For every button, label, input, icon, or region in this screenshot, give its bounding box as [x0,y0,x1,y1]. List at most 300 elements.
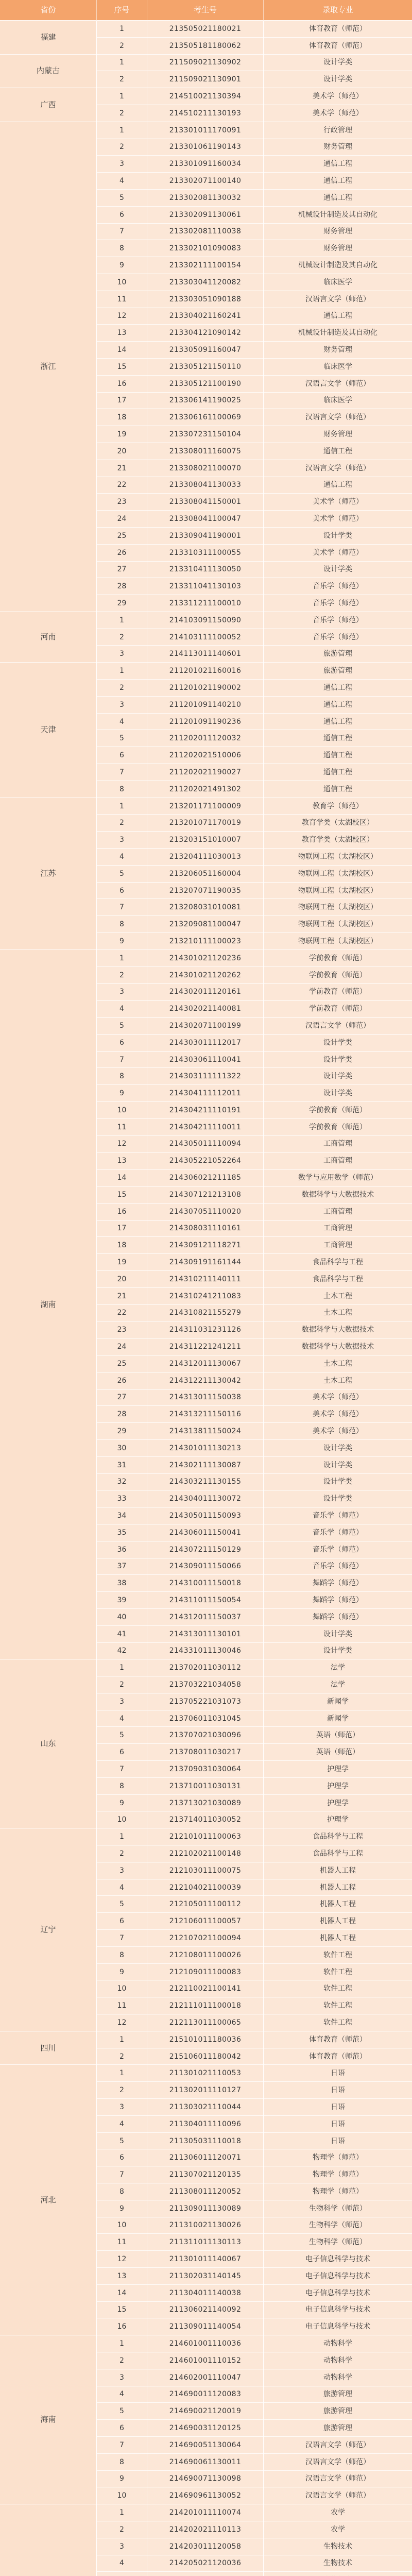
serial-number: 5 [97,730,147,747]
province-cell: 河北 [0,2065,97,2335]
admitted-major: 设计学类 [264,528,412,545]
admitted-major: 音乐学（师范） [264,612,412,629]
candidate-number: 214307211150129 [147,1541,264,1558]
admitted-major: 通信工程 [264,764,412,781]
candidate-number: 213702011030112 [147,1659,264,1676]
admitted-major: 物理学（师范） [264,2166,412,2183]
serial-number: 3 [97,984,147,1001]
admitted-major: 音乐学（师范） [264,629,412,646]
candidate-number: 214304111112011 [147,1085,264,1102]
admitted-major: 汉语言文学（师范） [264,2487,412,2504]
province-cell: 辽宁 [0,1828,97,2031]
serial-number: 1 [97,2065,147,2082]
serial-number: 3 [97,832,147,849]
candidate-number: 214331011130046 [147,1643,264,1660]
serial-number: 9 [97,2200,147,2217]
serial-number: 16 [97,1204,147,1221]
serial-number: 28 [97,578,147,595]
candidate-number: 214302071100199 [147,1018,264,1035]
candidate-number: 212109011100083 [147,1964,264,1981]
serial-number: 3 [97,2099,147,2116]
serial-number: 6 [97,207,147,224]
admitted-major [264,2572,412,2576]
serial-number: 15 [97,359,147,376]
serial-number: 19 [97,426,147,443]
admitted-major: 动物科学 [264,2369,412,2386]
serial-number: 9 [97,1085,147,1102]
serial-number: 7 [97,1930,147,1947]
admitted-major: 日语 [264,2133,412,2150]
candidate-number: 213302081130032 [147,190,264,207]
candidate-number: 214690071130098 [147,2471,264,2488]
serial-number: 25 [97,1355,147,1372]
candidate-number: 213709031030064 [147,1761,264,1778]
admitted-major: 学前教育（师范） [264,1102,412,1119]
candidate-number [147,2572,264,2576]
admitted-major: 通信工程 [264,443,412,460]
candidate-number: 213201171100009 [147,798,264,815]
candidate-number: 212110021100141 [147,1980,264,1997]
admitted-major: 生物科学（师范） [264,2234,412,2251]
admitted-major: 生物技术 [264,2555,412,2572]
candidate-number: 214307121213108 [147,1187,264,1204]
candidate-number: 213505021180021 [147,21,264,38]
admitted-major: 英语（师范） [264,1727,412,1744]
admitted-major: 通信工程 [264,781,412,798]
serial-number: 2 [97,1676,147,1693]
candidate-number: 213310311100055 [147,545,264,562]
admitted-major: 日语 [264,2099,412,2116]
serial-number: 1 [97,2504,147,2521]
admitted-major: 法学 [264,1676,412,1693]
serial-number: 18 [97,409,147,426]
admitted-major: 旅游管理 [264,646,412,663]
serial-number: 20 [97,443,147,460]
admitted-major: 体育教育（师范） [264,38,412,55]
admitted-major: 机器人工程 [264,1879,412,1896]
candidate-number: 211509021130901 [147,71,264,88]
admitted-major: 电子信息科学与技术 [264,2251,412,2268]
header-major: 录取专业 [264,0,412,21]
candidate-number: 213301091160034 [147,156,264,173]
admitted-major: 物联网工程（太湖校区） [264,933,412,950]
admitted-major: 工商管理 [264,1153,412,1170]
candidate-number: 213713021030089 [147,1795,264,1812]
candidate-number: 214304211110011 [147,1119,264,1136]
admitted-major: 行政管理 [264,122,412,139]
serial-number: 9 [97,933,147,950]
admitted-major: 音乐学（师范） [264,1541,412,1558]
serial-number: 9 [97,1795,147,1812]
admitted-major: 日语 [264,2065,412,2082]
admitted-major: 教育学（师范） [264,798,412,815]
admitted-major: 土木工程 [264,1288,412,1305]
candidate-number: 214302021140081 [147,1001,264,1018]
admitted-major: 设计学类 [264,1440,412,1457]
header-candidate-id: 考生号 [147,0,264,21]
serial-number: 1 [97,55,147,72]
admitted-major: 音乐学（师范） [264,1507,412,1524]
candidate-number: 214690051130064 [147,2437,264,2454]
serial-number: 2 [97,71,147,88]
admitted-major: 美术学（师范） [264,511,412,528]
candidate-number: 213308011160075 [147,443,264,460]
admitted-major: 物联网工程（太湖校区） [264,849,412,866]
serial-number: 29 [97,595,147,612]
candidate-number: 213310411130050 [147,562,264,579]
admitted-major: 舞蹈学（师范） [264,1609,412,1626]
serial-number: 4 [97,1879,147,1896]
serial-number: 1 [97,21,147,38]
admitted-major: 美术学（师范） [264,1423,412,1440]
serial-number: 2 [97,629,147,646]
serial-number: 11 [97,1997,147,2014]
serial-number: 39 [97,1592,147,1609]
serial-number: 5 [97,2133,147,2150]
admitted-major: 音乐学（师范） [264,1524,412,1541]
candidate-number: 214304211110191 [147,1102,264,1119]
province-group [0,88,412,122]
serial-number: 32 [97,1474,147,1491]
candidate-number: 214510211130193 [147,105,264,122]
candidate-number: 214690021120019 [147,2403,264,2420]
candidate-number: 213301061190143 [147,139,264,156]
admitted-major: 体育教育（师范） [264,21,412,38]
candidate-number: 211311011130113 [147,2234,264,2251]
candidate-number: 211310021130026 [147,2217,264,2234]
candidate-number: 213708011030217 [147,1744,264,1761]
serial-number: 23 [97,1321,147,1338]
admitted-major: 临床医学 [264,274,412,291]
serial-number: 10 [97,274,147,291]
candidate-number: 211202021190027 [147,764,264,781]
admitted-major: 机器人工程 [264,1862,412,1879]
province-group [0,2065,412,2335]
serial-number: 2 [97,680,147,697]
admitted-major: 机械设计制造及其自动化 [264,325,412,342]
admitted-major: 物联网工程（太湖校区） [264,916,412,933]
candidate-number: 213706011031045 [147,1710,264,1727]
serial-number: 6 [97,1035,147,1052]
admitted-major: 体育教育（师范） [264,2048,412,2065]
serial-number: 30 [97,1440,147,1457]
candidate-number: 213301011170091 [147,122,264,139]
candidate-number: 214303011112017 [147,1035,264,1052]
admitted-major: 机械设计制造及其自动化 [264,207,412,224]
admitted-major: 财务管理 [264,426,412,443]
serial-number: 4 [97,2555,147,2572]
candidate-number: 211301011140067 [147,2251,264,2268]
candidate-number: 214205021120036 [147,2555,264,2572]
candidate-number: 214311221241211 [147,1338,264,1355]
serial-number: 2 [97,2521,147,2538]
serial-number: 22 [97,477,147,494]
admitted-major: 设计学类 [264,1643,412,1660]
serial-number: 31 [97,1457,147,1474]
province-cell: 广西 [0,88,97,122]
serial-number: 2 [97,139,147,156]
serial-number: 23 [97,494,147,511]
candidate-number: 214305011150093 [147,1507,264,1524]
candidate-number: 211509021130902 [147,55,264,72]
serial-number: 10 [97,1980,147,1997]
admitted-major: 设计学类 [264,1626,412,1643]
candidate-number: 212111011100018 [147,1997,264,2014]
serial-number: 2 [97,2048,147,2065]
candidate-number: 214113011140601 [147,646,264,663]
admitted-major: 音乐学（师范） [264,595,412,612]
admitted-major: 新闻学 [264,1693,412,1710]
serial-number: 2 [97,2352,147,2369]
serial-number: 3 [97,2538,147,2555]
candidate-number: 214305221052264 [147,1153,264,1170]
province-cell: 福建 [0,21,97,55]
serial-number: 16 [97,2318,147,2335]
candidate-number: 214690061130011 [147,2454,264,2471]
serial-number: 4 [97,849,147,866]
serial-number: 14 [97,1170,147,1187]
admitted-major: 电子信息科学与技术 [264,2318,412,2335]
candidate-number: 214305011110094 [147,1136,264,1153]
serial-number: 15 [97,1187,147,1204]
admitted-major: 机器人工程 [264,1930,412,1947]
admitted-major: 物联网工程（太湖校区） [264,866,412,883]
candidate-number: 214313811150024 [147,1423,264,1440]
serial-number: 12 [97,1136,147,1153]
serial-number: 3 [97,646,147,663]
candidate-number: 213302101090083 [147,240,264,257]
candidate-number: 211307021120135 [147,2166,264,2183]
candidate-number: 213311211100010 [147,595,264,612]
candidate-number: 215101011180036 [147,2031,264,2048]
admitted-major: 汉语言文学（师范） [264,1018,412,1035]
admitted-major: 旅游管理 [264,2386,412,2403]
candidate-number: 214510021130394 [147,88,264,105]
candidate-number: 215106011180042 [147,2048,264,2065]
admitted-major: 物理学（师范） [264,2149,412,2166]
admitted-major: 物联网工程（太湖校区） [264,899,412,916]
serial-number: 8 [97,1947,147,1964]
candidate-number: 212106011100057 [147,1913,264,1930]
candidate-number: 214313211150116 [147,1406,264,1423]
admitted-major: 教育学类（太湖校区） [264,815,412,832]
admitted-major: 财务管理 [264,342,412,359]
admitted-major: 美术学（师范） [264,494,412,511]
candidate-number: 212104021100039 [147,1879,264,1896]
admitted-major: 设计学类 [264,55,412,72]
candidate-number: 214690961130052 [147,2487,264,2504]
admitted-major: 机器人工程 [264,1896,412,1913]
serial-number: 27 [97,562,147,579]
serial-number: 27 [97,1389,147,1406]
candidate-number: 213304021160241 [147,308,264,325]
serial-number: 4 [97,714,147,731]
admitted-major: 学前教育（师范） [264,1001,412,1018]
admitted-major: 工商管理 [264,1136,412,1153]
candidate-number: 212103011100075 [147,1862,264,1879]
admitted-major: 食品科学与工程 [264,1845,412,1862]
admitted-major: 软件工程 [264,1964,412,1981]
serial-number: 17 [97,1221,147,1238]
candidate-number: 214301021120262 [147,967,264,984]
candidate-number: 211201091190236 [147,714,264,731]
admitted-major: 设计学类 [264,1052,412,1069]
candidate-number: 214309121118271 [147,1237,264,1254]
candidate-number: 213303051090188 [147,291,264,308]
admitted-major: 工商管理 [264,1204,412,1221]
candidate-number: 211308011120052 [147,2183,264,2200]
admitted-major: 电子信息科学与技术 [264,2285,412,2302]
candidate-number: 214310211140111 [147,1271,264,1288]
serial-number: 1 [97,1659,147,1676]
serial-number: 38 [97,1575,147,1592]
serial-number: 7 [97,2437,147,2454]
serial-number: 35 [97,1524,147,1541]
serial-number: 14 [97,342,147,359]
serial-number: 26 [97,1372,147,1389]
province-group [0,612,412,663]
admitted-major: 日语 [264,2082,412,2099]
candidate-number: 213308041150001 [147,494,264,511]
candidate-number: 214309011150066 [147,1558,264,1575]
serial-number: 25 [97,528,147,545]
serial-number: 20 [97,1271,147,1288]
admitted-major: 汉语言文学（师范） [264,409,412,426]
province-group [0,663,412,798]
candidate-number: 214311031231126 [147,1321,264,1338]
serial-number: 33 [97,1490,147,1507]
serial-number [97,2572,147,2576]
province-group [0,55,412,89]
admitted-major: 电子信息科学与技术 [264,2268,412,2285]
admitted-major: 学前教育（师范） [264,984,412,1001]
candidate-number: 214313011130101 [147,1626,264,1643]
admitted-major: 日语 [264,2116,412,2133]
candidate-number: 213703221034058 [147,1676,264,1693]
province-cell: 天津 [0,663,97,798]
province-group [0,798,412,950]
admitted-major: 汉语言文学（师范） [264,291,412,308]
header-province: 省份 [0,0,97,21]
candidate-number: 214301021120236 [147,950,264,967]
candidate-number: 213305121150110 [147,359,264,376]
serial-number: 8 [97,781,147,798]
serial-number: 2 [97,967,147,984]
serial-number: 19 [97,1254,147,1271]
admitted-major: 电子信息科学与技术 [264,2302,412,2319]
serial-number: 5 [97,1018,147,1035]
admitted-major: 软件工程 [264,1997,412,2014]
serial-number: 10 [97,1102,147,1119]
candidate-number: 214310241211083 [147,1288,264,1305]
admitted-major: 土木工程 [264,1355,412,1372]
candidate-number: 211202021491302 [147,781,264,798]
serial-number: 10 [97,1811,147,1828]
serial-number: 37 [97,1558,147,1575]
serial-number: 4 [97,2116,147,2133]
admitted-major: 护理学 [264,1778,412,1795]
candidate-number: 213306161100069 [147,409,264,426]
serial-number: 12 [97,308,147,325]
admitted-major: 软件工程 [264,1947,412,1964]
serial-number: 7 [97,2166,147,2183]
admitted-major: 生物科学（师范） [264,2200,412,2217]
admitted-major: 农学 [264,2521,412,2538]
candidate-number: 211202011120032 [147,730,264,747]
admitted-major: 通信工程 [264,190,412,207]
candidate-number: 211309011140054 [147,2318,264,2335]
province-cell: 江苏 [0,798,97,950]
serial-number: 12 [97,2251,147,2268]
candidate-number: 213714011030052 [147,1811,264,1828]
candidate-number: 211302031140145 [147,2268,264,2285]
serial-number: 13 [97,1153,147,1170]
serial-number: 5 [97,1896,147,1913]
candidate-number: 212105011100112 [147,1896,264,1913]
admitted-major: 新闻学 [264,1710,412,1727]
candidate-number: 213206051160004 [147,866,264,883]
serial-number: 2 [97,1845,147,1862]
table-body [0,21,412,2576]
candidate-number: 214601001110036 [147,2335,264,2352]
serial-number: 6 [97,1913,147,1930]
admitted-major: 护理学 [264,1811,412,1828]
candidate-number: 213311041130103 [147,578,264,595]
admitted-major: 生物科学（师范） [264,2217,412,2234]
admitted-major: 数据科学与大数据技术 [264,1338,412,1355]
serial-number: 3 [97,1862,147,1879]
candidate-number: 214202021110113 [147,2521,264,2538]
serial-number: 11 [97,1119,147,1136]
admitted-major: 美术学（师范） [264,105,412,122]
serial-number: 5 [97,1727,147,1744]
serial-number: 42 [97,1643,147,1660]
serial-number: 12 [97,2014,147,2031]
serial-number: 18 [97,1237,147,1254]
serial-number: 29 [97,1423,147,1440]
serial-number: 13 [97,325,147,342]
candidate-number: 214307051110020 [147,1204,264,1221]
serial-number: 8 [97,916,147,933]
serial-number: 40 [97,1609,147,1626]
candidate-number: 214310821155279 [147,1305,264,1322]
serial-number: 6 [97,747,147,764]
serial-number: 7 [97,224,147,241]
serial-number: 4 [97,1710,147,1727]
candidate-number: 213204111030013 [147,849,264,866]
admitted-major: 通信工程 [264,714,412,731]
province-group [0,950,412,1659]
candidate-number: 213305091160047 [147,342,264,359]
candidate-number: 214310011150018 [147,1575,264,1592]
serial-number: 6 [97,1744,147,1761]
province-group [0,122,412,612]
candidate-number: 213209081100047 [147,916,264,933]
admitted-major: 动物科学 [264,2352,412,2369]
admitted-major: 通信工程 [264,308,412,325]
admitted-major: 英语（师范） [264,1744,412,1761]
admitted-major: 机器人工程 [264,1913,412,1930]
candidate-number: 214313011150038 [147,1389,264,1406]
candidate-number: 213308041130033 [147,477,264,494]
candidate-number: 214602001110047 [147,2369,264,2386]
candidate-number: 213306141190025 [147,393,264,410]
candidate-number: 214690031120125 [147,2420,264,2437]
serial-number: 10 [97,2217,147,2234]
admitted-major: 食品科学与工程 [264,1271,412,1288]
candidate-number: 214302111130087 [147,1457,264,1474]
candidate-number: 214312011150037 [147,1609,264,1626]
